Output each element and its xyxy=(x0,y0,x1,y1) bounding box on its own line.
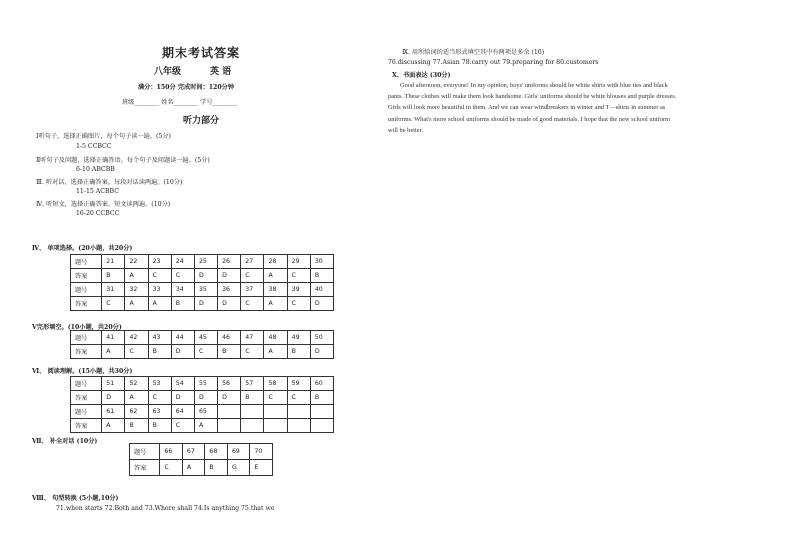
table-cell: A xyxy=(194,419,217,433)
table-cell: 63 xyxy=(148,405,171,419)
cloze-title: Ⅴ完形填空。(10小题，共20分) xyxy=(32,324,122,331)
table-cell xyxy=(218,405,241,419)
essay-line: uniforms. What's more school uniforms should be made of good materials. I hope that the new school uniform xyxy=(388,115,670,123)
table-cell: 60 xyxy=(310,377,333,391)
table-cell xyxy=(287,419,310,433)
table-cell: 题号 xyxy=(130,444,160,460)
table-cell: A xyxy=(264,297,287,311)
writing-title: Ⅹ、书面表达 (30分) xyxy=(392,72,451,79)
table-cell: B xyxy=(310,269,333,283)
table-row xyxy=(71,255,334,269)
single-choice-title: Ⅳ、 单项选择。(20小题，共20分) xyxy=(32,245,133,252)
essay-line: Girls will look more beautiful in them. And we can wear windbreakers in winter and T—shirts in summer as xyxy=(388,104,666,112)
table-cell: C xyxy=(287,297,310,311)
table-cell: C xyxy=(125,345,148,359)
table-cell: D xyxy=(171,391,194,405)
listening-section-1-title: Ⅰ听句子，选择正确图片，每个句子读一遍。(5分) xyxy=(36,133,171,140)
table-cell: C xyxy=(171,269,194,283)
table-cell: B xyxy=(102,269,125,283)
table-cell: B xyxy=(218,345,241,359)
table-cell: D xyxy=(218,297,241,311)
table-cell: 41 xyxy=(102,331,125,345)
table-cell: 45 xyxy=(194,331,217,345)
table-cell: 53 xyxy=(148,377,171,391)
table-cell: B xyxy=(310,391,333,405)
table-cell: 26 xyxy=(218,255,241,269)
table-cell: C xyxy=(171,419,194,433)
table-cell: C xyxy=(160,460,183,476)
table-row xyxy=(130,460,273,476)
table-cell: 69 xyxy=(227,444,250,460)
table-cell: 答案 xyxy=(130,460,160,476)
table-cell: 题号 xyxy=(71,377,102,391)
table-cell xyxy=(218,419,241,433)
essay-line: pants. These clothes will make them look handsome. Girls' uniforms should be white blouses and purple dresses. xyxy=(388,93,677,101)
table-row xyxy=(71,331,334,345)
table-cell: 题号 xyxy=(71,405,102,419)
table-cell: 答案 xyxy=(71,297,102,311)
table-cell: A xyxy=(125,297,148,311)
table-cell: 29 xyxy=(287,255,310,269)
table-cell: 24 xyxy=(171,255,194,269)
table-cell xyxy=(310,405,333,419)
essay-line: Good afternoon, everyone! In my opinion, boys' uniforms should be white shirts with blue ties and black xyxy=(400,82,668,89)
table-cell: A xyxy=(125,269,148,283)
table-row xyxy=(71,419,334,433)
table-cell: 47 xyxy=(241,331,264,345)
table-cell: B xyxy=(287,345,310,359)
table-cell: 65 xyxy=(194,405,217,419)
table-cell: D xyxy=(218,391,241,405)
table-cell: A xyxy=(264,345,287,359)
table-cell: A xyxy=(102,345,125,359)
table-cell: C xyxy=(264,391,287,405)
table-cell: 28 xyxy=(264,255,287,269)
table-cell: C xyxy=(241,345,264,359)
table-cell: A xyxy=(264,269,287,283)
table-cell: G xyxy=(227,460,250,476)
table-cell: B xyxy=(241,391,264,405)
table-cell: 66 xyxy=(160,444,183,460)
listening-section-3-title: Ⅲ. 听对话，选择正确答案。每段对话读两遍。(10分) xyxy=(36,179,183,186)
score-time-info: 满分：150分 完成时间：120分钟 xyxy=(138,84,235,91)
table-cell: 58 xyxy=(264,377,287,391)
table-row xyxy=(71,269,334,283)
table-cell: 25 xyxy=(194,255,217,269)
table-cell: C xyxy=(287,391,310,405)
page-title: 期末考试答案 xyxy=(162,46,241,60)
grade-label: 八年级 xyxy=(154,67,182,77)
table-cell: B xyxy=(125,419,148,433)
table-cell: C xyxy=(148,391,171,405)
table-cell: 54 xyxy=(171,377,194,391)
student-info-fields: 班级________ 姓名________ 学号________ xyxy=(122,99,238,106)
table-cell: 67 xyxy=(182,444,205,460)
table-cell: D xyxy=(218,269,241,283)
table-cell: C xyxy=(194,345,217,359)
table-cell: B xyxy=(148,419,171,433)
table-cell: 27 xyxy=(241,255,264,269)
table-cell: E xyxy=(250,460,273,476)
table-cell: D xyxy=(194,391,217,405)
table-row xyxy=(130,444,273,460)
table-cell: C xyxy=(241,297,264,311)
table-cell: 64 xyxy=(171,405,194,419)
table-cell: A xyxy=(182,460,205,476)
reading-table xyxy=(70,376,334,433)
table-cell: 42 xyxy=(125,331,148,345)
table-cell: D xyxy=(194,297,217,311)
table-cell: A xyxy=(102,419,125,433)
table-cell xyxy=(241,419,264,433)
essay-line: will be better. xyxy=(388,126,423,134)
table-cell: 题号 xyxy=(71,283,102,297)
listening-section-4-answer: 16-20 CCBCC xyxy=(76,210,120,217)
table-cell: 68 xyxy=(205,444,228,460)
table-cell: 70 xyxy=(250,444,273,460)
subject-label: 英 语 xyxy=(210,67,232,77)
listening-section-4-title: Ⅳ. 听短文，选择正确答案。短文读两遍。(10分) xyxy=(36,201,171,208)
listening-section-2-title: Ⅱ听句子及问题，选择正确答语。每个句子及问题读一遍。(5分) xyxy=(36,157,210,164)
cloze-table xyxy=(70,330,334,359)
table-cell: 39 xyxy=(287,283,310,297)
table-cell: 32 xyxy=(125,283,148,297)
table-cell: C xyxy=(148,269,171,283)
table-row xyxy=(71,283,334,297)
table-cell: 答案 xyxy=(71,419,102,433)
table-row xyxy=(71,377,334,391)
table-cell: 61 xyxy=(102,405,125,419)
table-cell: 答案 xyxy=(71,391,102,405)
table-cell: 答案 xyxy=(71,269,102,283)
table-cell: A xyxy=(125,391,148,405)
table-cell xyxy=(264,405,287,419)
table-cell: 40 xyxy=(310,283,333,297)
listening-section-3-answer: 11-15 ACBBC xyxy=(76,188,119,195)
table-cell: A xyxy=(148,297,171,311)
table-cell: 34 xyxy=(171,283,194,297)
table-cell: 答案 xyxy=(71,345,102,359)
table-row xyxy=(71,391,334,405)
writing-essay xyxy=(388,80,762,136)
table-row xyxy=(71,405,334,419)
table-row xyxy=(71,345,334,359)
table-cell xyxy=(264,419,287,433)
table-cell: 52 xyxy=(125,377,148,391)
table-cell: B xyxy=(148,345,171,359)
single-choice-table xyxy=(70,254,334,311)
listening-heading: 听力部分 xyxy=(183,116,220,126)
table-cell: C xyxy=(102,297,125,311)
table-cell: 46 xyxy=(218,331,241,345)
dialogue-table xyxy=(129,443,273,476)
table-cell xyxy=(241,405,264,419)
reading-title: Ⅵ、 阅读理解。(15小题，共30分) xyxy=(32,368,133,375)
table-cell: 48 xyxy=(264,331,287,345)
table-cell: D xyxy=(310,345,333,359)
table-cell: 23 xyxy=(148,255,171,269)
transform-title: Ⅷ、 句型转换 (5小题,10分) xyxy=(32,495,119,502)
table-cell xyxy=(287,405,310,419)
table-cell: 题号 xyxy=(71,331,102,345)
transform-answers: 71.when starts 72.Both and 73.Where shall 74.Is anything 75.that we xyxy=(56,505,275,512)
table-cell: 31 xyxy=(102,283,125,297)
table-cell: 37 xyxy=(241,283,264,297)
table-cell: 43 xyxy=(148,331,171,345)
table-cell xyxy=(310,419,333,433)
table-cell: 55 xyxy=(194,377,217,391)
table-cell: 49 xyxy=(287,331,310,345)
table-cell: 33 xyxy=(148,283,171,297)
table-cell: 22 xyxy=(125,255,148,269)
table-cell: 57 xyxy=(241,377,264,391)
table-cell: 30 xyxy=(310,255,333,269)
table-cell: D xyxy=(194,269,217,283)
table-cell: 36 xyxy=(218,283,241,297)
table-cell: 44 xyxy=(171,331,194,345)
fill-words-title: Ⅸ. 用所给词的适当形式填空其中有两项是多余 (10) xyxy=(402,49,545,56)
table-cell: B xyxy=(205,460,228,476)
table-cell: 51 xyxy=(102,377,125,391)
table-cell: C xyxy=(287,269,310,283)
table-cell: D xyxy=(171,345,194,359)
table-cell: 59 xyxy=(287,377,310,391)
listening-section-1-answer: 1-5 CCBCC xyxy=(76,143,112,150)
table-cell: C xyxy=(241,269,264,283)
listening-section-2-answer: 6-10 ABCBB xyxy=(76,166,115,173)
table-cell: 题号 xyxy=(71,255,102,269)
table-cell: 62 xyxy=(125,405,148,419)
table-cell: 50 xyxy=(310,331,333,345)
fill-words-answers: 76.discussing 77.Asian 78.carry out 79.preparing for 80.customers xyxy=(388,59,599,66)
table-cell: D xyxy=(310,297,333,311)
dialogue-title: Ⅶ、 补全对话 (10分) xyxy=(32,438,98,445)
table-cell: 56 xyxy=(218,377,241,391)
table-row xyxy=(71,297,334,311)
table-cell: 38 xyxy=(264,283,287,297)
table-cell: 35 xyxy=(194,283,217,297)
table-cell: B xyxy=(171,297,194,311)
table-cell: 21 xyxy=(102,255,125,269)
table-cell: D xyxy=(102,391,125,405)
